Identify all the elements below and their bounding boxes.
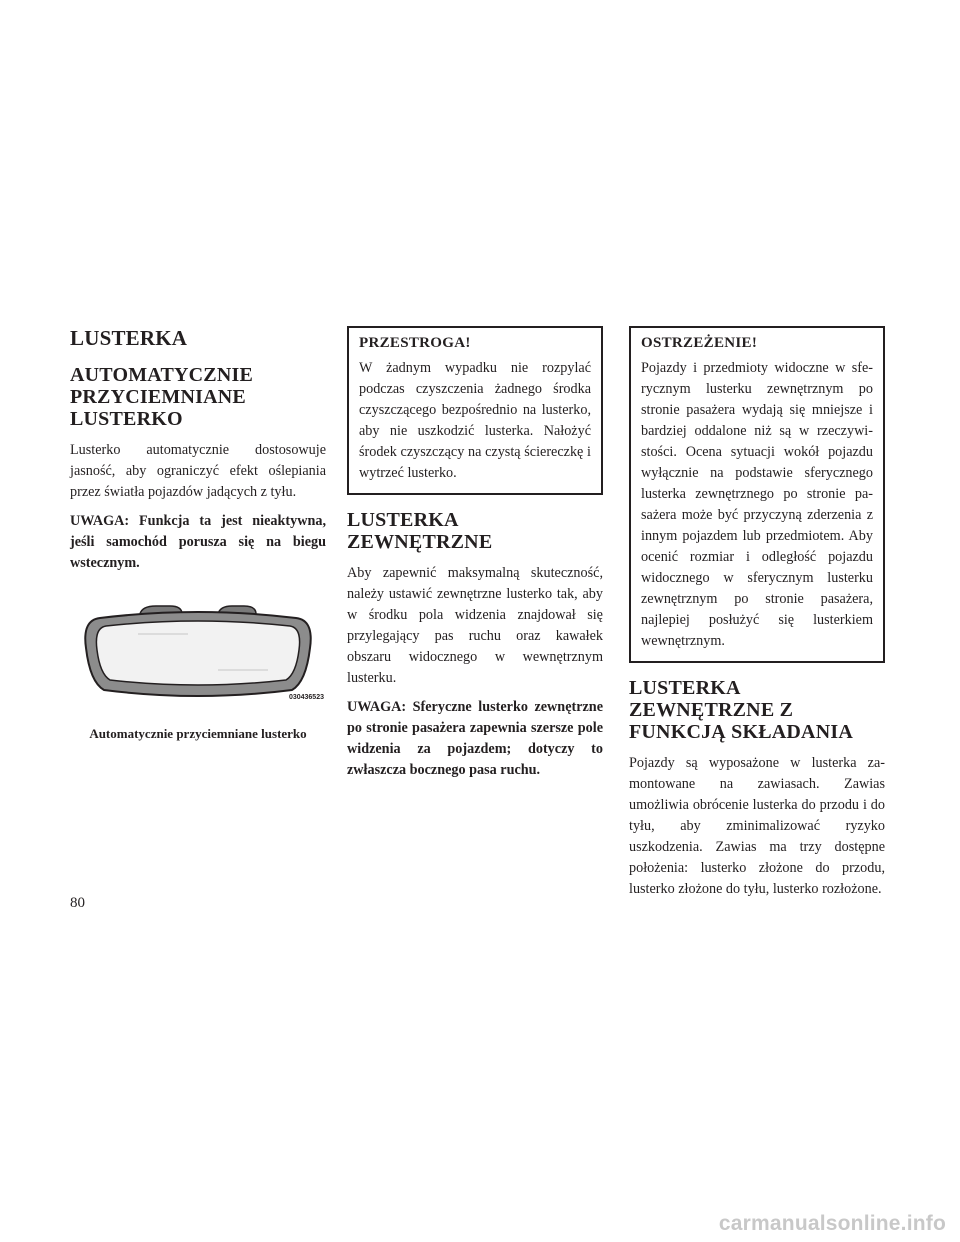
column-right bbox=[629, 326, 885, 908]
caution-text: W żadnym wypadku nie rozpylać podczas czyszczenia żadnego środka czyszczącego bezpośrednio na lusterko, aby nie uszkodzić lusterka. Nałożyć środek czyszczący na czystą ściereczkę i wytrzeć lusterko. bbox=[359, 360, 591, 481]
warning-title: OSTRZEŻENIE! bbox=[641, 335, 758, 351]
caution-box bbox=[347, 326, 603, 495]
page-number: 80 bbox=[70, 895, 85, 911]
paragraph-auto-dimming: Lusterko automatycznie dostosowuje jasność, aby ograniczyć efekt oślepiania przez światła pojazdów jadących z tyłu. bbox=[70, 442, 326, 500]
caution-title: PRZESTROGA! bbox=[359, 335, 471, 351]
warning-text: Pojazdy i przedmioty widoczne w sferycznym lusterku zewnętrznym po stronie pasażera wydają się mniejsze i bardziej oddalone niż są w rzeczywistości. Ocena sytuacji wokół pojazdu wyłącznie na podstawie sferycznego lusterka zewnętrznego po stronie pasażera może być przyczyną zderzenia z innym pojazdem lub przedmiotem. Aby ocenić rozmiar i odległość pojazdu widocznego w sferycznym lusterku zewnętrznym po stronie pasażera, najlepiej posłużyć się lusterkiem wewnętrznym. bbox=[641, 360, 873, 649]
column-left bbox=[70, 326, 326, 742]
heading-folding-mirrors: LUSTERKA ZEWNĘTRZNE Z FUNKCJĄ SKŁADANIA bbox=[629, 677, 853, 743]
note-spherical-mirror: UWAGA: Sferyczne lusterko zewnętrzne po stronie pasażera zapewnia szersze pole widzenia za pojazdem; dotyczy to zwłaszcza bocznego pasa ruchu. bbox=[347, 699, 603, 778]
paragraph-folding-mirrors: Pojazdy są wyposażone w lusterka zamontowane na zawiasach. Zawias umożliwia obrócenie lusterka do przodu i do tyłu, aby zminimalizować ryzyko uszkodzenia. Zawias ma trzy dostępne położenia: lusterko złożone do przodu, lusterko złożone do tyłu, lusterko rozłożone. bbox=[629, 755, 885, 897]
heading-auto-dimming-mirror: AUTOMATYCZNIE PRZYCIEMNIANE LUSTERKO bbox=[70, 364, 253, 430]
section-title: LUSTERKA bbox=[70, 326, 188, 350]
rearview-mirror-figure bbox=[70, 604, 326, 722]
footer-watermark: carmanualsonline.info bbox=[718, 1212, 946, 1235]
warning-box bbox=[629, 326, 885, 663]
paragraph-exterior-mirrors: Aby zapewnić maksymalną skuteczność, należy ustawić zewnętrzne lusterko tak, aby w środku pola widzenia znajdował się przylegający pas ruchu oraz kawałek obszaru widocznego w wewnętrznym lusterku. bbox=[347, 565, 603, 686]
heading-exterior-mirrors: LUSTERKA ZEWNĘTRZNE bbox=[347, 509, 493, 553]
rearview-mirror-illustration bbox=[78, 604, 318, 704]
note-reverse-gear: UWAGA: Funkcja ta jest nieaktywna, jeśli samochód porusza się na biegu wstecznym. bbox=[70, 513, 326, 571]
column-middle bbox=[347, 326, 603, 789]
figure-code: 030436523 bbox=[288, 694, 324, 701]
figure-caption: Automatycznie przyciemniane lusterko bbox=[89, 726, 307, 741]
